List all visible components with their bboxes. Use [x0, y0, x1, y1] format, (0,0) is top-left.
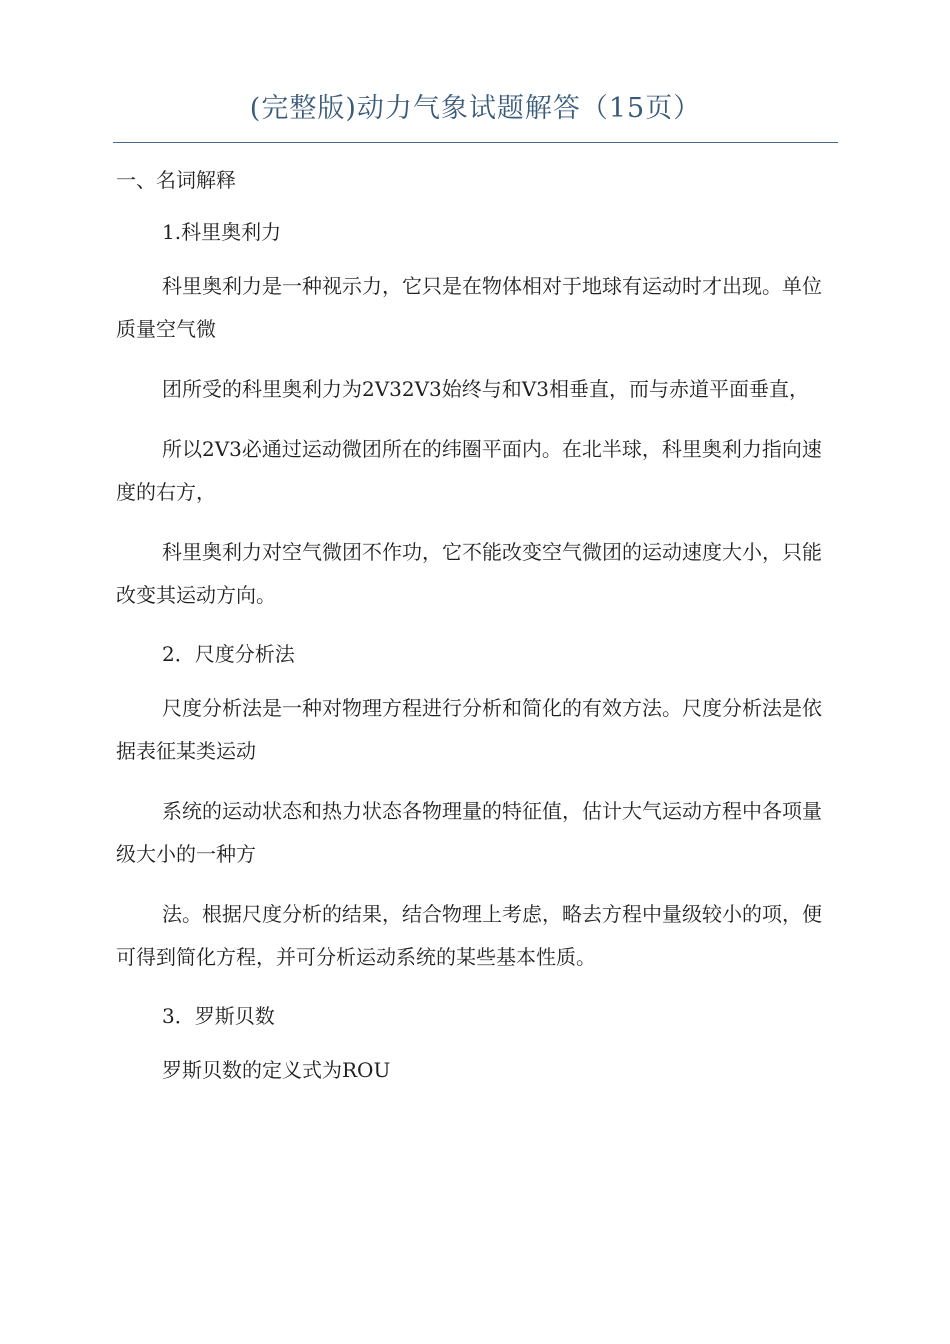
paragraph: 法。根据尺度分析的结果，结合物理上考虑，略去方程中量级较小的项，便可得到简化方程，并可分析运动系统的某些基本性质。 — [116, 902, 822, 969]
title-divider — [113, 142, 838, 143]
paragraph: 团所受的科里奥利力为2V32V3始终与和V3相垂直，而与赤道平面垂直， — [162, 377, 809, 401]
paragraph: 系统的运动状态和热力状态各物理量的特征值，估计大气运动方程中各项量级大小的一种方 — [116, 799, 822, 866]
item-heading-coriolis: 1.科里奥利力 — [162, 220, 282, 244]
paragraph: 科里奥利力对空气微团不作功，它不能改变空气微团的运动速度大小，只能改变其运动方向。 — [116, 540, 822, 607]
item-heading-rossby-number: 3．罗斯贝数 — [162, 1004, 275, 1028]
paragraph: 尺度分析法是一种对物理方程进行分析和简化的有效方法。尺度分析法是依据表征某类运动 — [116, 696, 822, 763]
item-heading-scale-analysis: 2．尺度分析法 — [162, 642, 295, 666]
paragraph: 科里奥利力是一种视示力，它只是在物体相对于地球有运动时才出现。单位质量空气微 — [116, 274, 822, 341]
document-body — [116, 160, 838, 1109]
document-title: (完整版)动力气象试题解答（15页） — [249, 93, 702, 124]
paragraph: 罗斯贝数的定义式为ROU — [162, 1058, 391, 1082]
paragraph: 所以2V3必通过运动微团所在的纬圈平面内。在北半球，科里奥利力指向速度的右方， — [116, 437, 822, 504]
section-heading: 一、名词解释 — [116, 168, 236, 192]
